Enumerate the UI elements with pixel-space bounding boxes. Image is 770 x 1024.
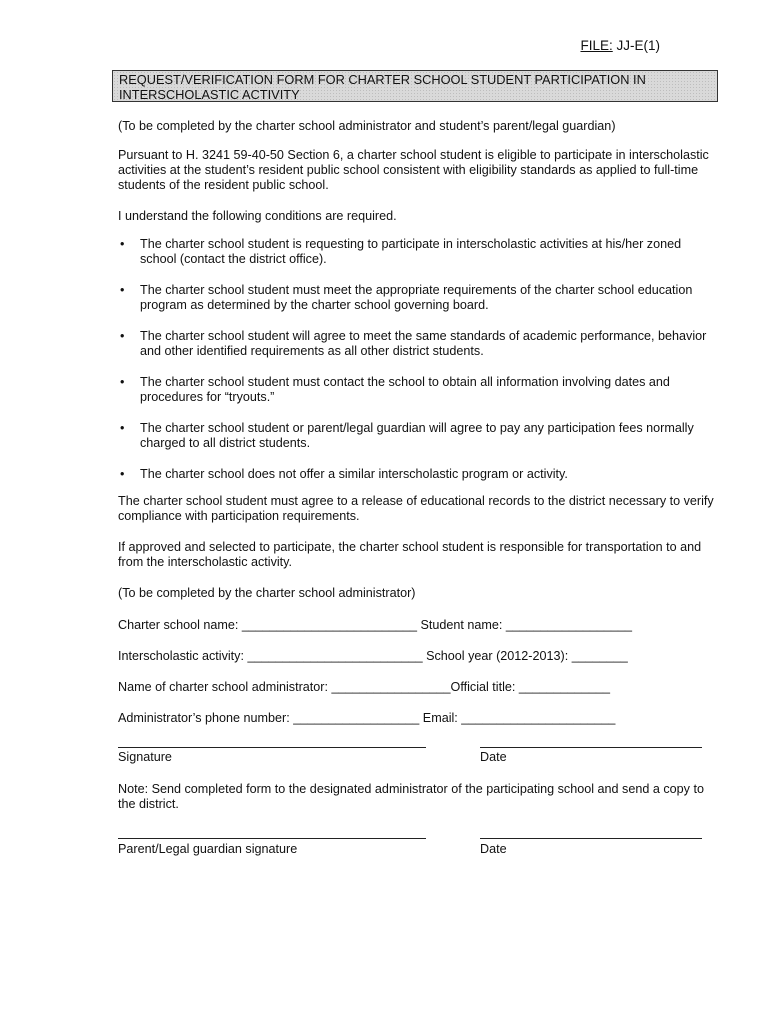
list-item [118, 421, 718, 451]
parent-date-label: Date [480, 842, 507, 856]
file-label [580, 38, 660, 53]
form-title: REQUEST/VERIFICATION FORM FOR CHARTER SCHOOL STUDENT PARTICIPATION IN INTERSCHOLASTIC ACTIVITY [112, 70, 718, 102]
signature-line[interactable] [118, 747, 426, 748]
bullet: • [120, 283, 125, 297]
condition-text: The charter school student will agree to meet the same standards of academic performance, behavior and other identified requirements as all other district students. [140, 329, 707, 358]
file-prefix: FILE: [580, 38, 613, 53]
school-student-fields[interactable]: Charter school name: _________________________ Student name: __________________ [118, 618, 632, 632]
intro-note: (To be completed by the charter school administrator and student’s parent/legal guardian) [118, 119, 616, 133]
admin-note: (To be completed by the charter school administrator) [118, 586, 416, 600]
parent-signature-line[interactable] [118, 838, 426, 839]
send-note: Note: Send completed form to the designated administrator of the participating school and send a copy to the district. [118, 782, 704, 811]
signature-label: Signature [118, 750, 172, 764]
bullet: • [120, 329, 125, 343]
parent-date-line[interactable] [480, 838, 702, 839]
list-item [118, 237, 718, 267]
transport-paragraph: If approved and selected to participate, the charter school student is responsible for transportation to and from the interscholastic activity. [118, 540, 702, 569]
date-line[interactable] [480, 747, 702, 748]
condition-text: The charter school student must meet the appropriate requirements of the charter school education program as determined by the charter school governing board. [140, 283, 693, 312]
list-item [118, 375, 718, 405]
condition-text: The charter school student must contact the school to obtain all information involving dates and procedures for “tryouts.” [140, 375, 670, 404]
activity-year-fields[interactable]: Interscholastic activity: _________________________ School year (2012-2013): ________ [118, 649, 628, 663]
list-item [118, 329, 718, 359]
condition-text: The charter school does not offer a similar interscholastic program or activity. [140, 467, 568, 481]
condition-text: The charter school student is requesting to participate in interscholastic activities at his/her zoned school (contact the district office). [140, 237, 682, 266]
conditions-list [118, 237, 718, 498]
release-paragraph: The charter school student must agree to a release of educational records to the district necessary to verify compliance with participation requirements. [118, 494, 714, 523]
bullet: • [120, 237, 125, 251]
list-item [118, 283, 718, 313]
administrator-title-fields[interactable]: Name of charter school administrator: _________________Official title: _____________ [118, 680, 610, 694]
phone-email-fields[interactable]: Administrator’s phone number: __________________ Email: ______________________ [118, 711, 616, 725]
bullet: • [120, 375, 125, 389]
pursuant-paragraph: Pursuant to H. 3241 59-40-50 Section 6, a charter school student is eligible to participate in interscholastic activities at the student’s resident public school consistent with eligibility standards as applied to full-time students of the resident public school. [118, 148, 709, 192]
conditions-intro: I understand the following conditions are required. [118, 209, 397, 223]
bullet: • [120, 467, 125, 481]
file-code: JJ-E(1) [612, 38, 660, 53]
parent-signature-label: Parent/Legal guardian signature [118, 842, 298, 856]
condition-text: The charter school student or parent/legal guardian will agree to pay any participation fees normally charged to all district students. [140, 421, 694, 450]
date-label: Date [480, 750, 507, 764]
list-item [118, 467, 718, 482]
bullet: • [120, 421, 125, 435]
